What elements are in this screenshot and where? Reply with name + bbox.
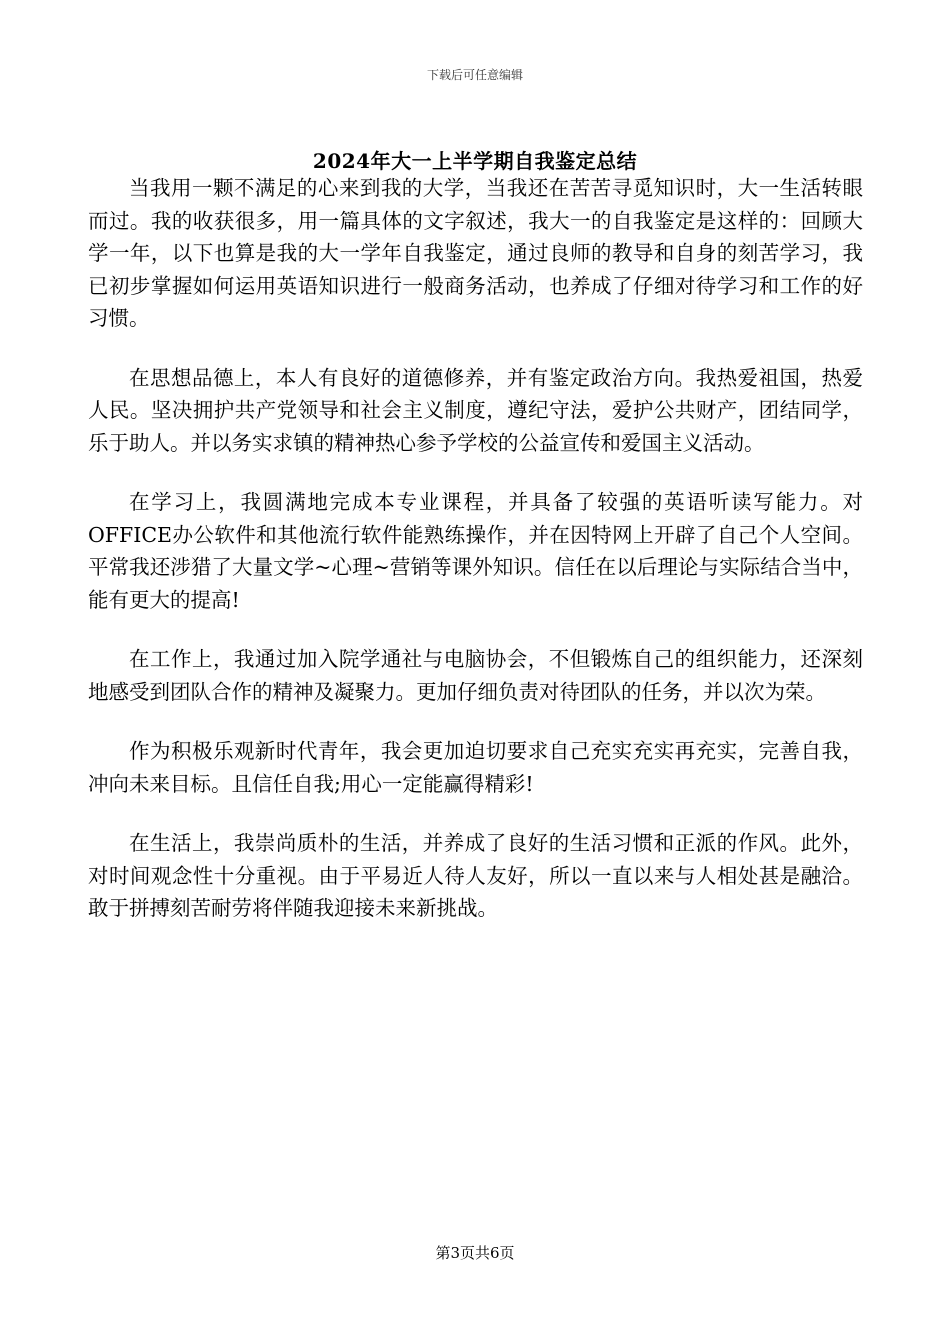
paragraph-work: 在工作上，我通过加入院学通社与电脑协会，不但锻炼自己的组织能力，还深刻地感受到团队合作的精神及凝聚力。更加仔细负责对待团队的任务，并以次为荣。	[88, 647, 863, 704]
document-title: 2024年大一上半学期自我鉴定总结	[312, 149, 638, 173]
paragraph-outlook: 作为积极乐观新时代青年，我会更加迫切要求自己充实充实再充实，完善自我，冲向未来目标。且信任自我;用心一定能赢得精彩!	[88, 739, 863, 796]
paragraph-life: 在生活上，我崇尚质朴的生活，并养成了良好的生活习惯和正派的作风。此外，对时间观念性十分重视。由于平易近人待人友好，所以一直以来与人相处甚是融洽。敢于拼搏刻苦耐劳将伴随我迎接未来新挑战。	[88, 831, 863, 920]
paragraph-ideology: 在思想品德上，本人有良好的道德修养，并有鉴定政治方向。我热爱祖国，热爱人民。坚决拥护共产党领导和社会主义制度，遵纪守法，爱护公共财产，团结同学，乐于助人。并以务实求镇的精神热心参予学校的公益宣传和爱国主义活动。	[88, 365, 863, 455]
header-note: 下载后可任意编辑	[426, 68, 523, 82]
paragraph-intro: 当我用一颗不满足的心来到我的大学，当我还在苦苦寻觅知识时，大一生活转眼而过。我的收获很多，用一篇具体的文字叙述，我大一的自我鉴定是这样的：回顾大学一年，以下也算是我的大一学年自我鉴定，通过良师的教导和自身的刻苦学习，我已初步掌握如何运用英语知识进行一般商务活动，也养成了仔细对待学习和工作的好习惯。	[88, 176, 863, 330]
page-number: 第3页共6页	[435, 1244, 515, 1262]
document-body	[88, 172, 863, 952]
paragraph-study: 在学习上，我圆满地完成本专业课程，并具备了较强的英语听读写能力。对OFFICE办公软件和其他流行软件能熟练操作，并在因特网上开辟了自己个人空间。平常我还涉猎了大量文学~心理~营销等课外知识。信任在以后理论与实际结合当中，能有更大的提高!	[88, 490, 863, 612]
